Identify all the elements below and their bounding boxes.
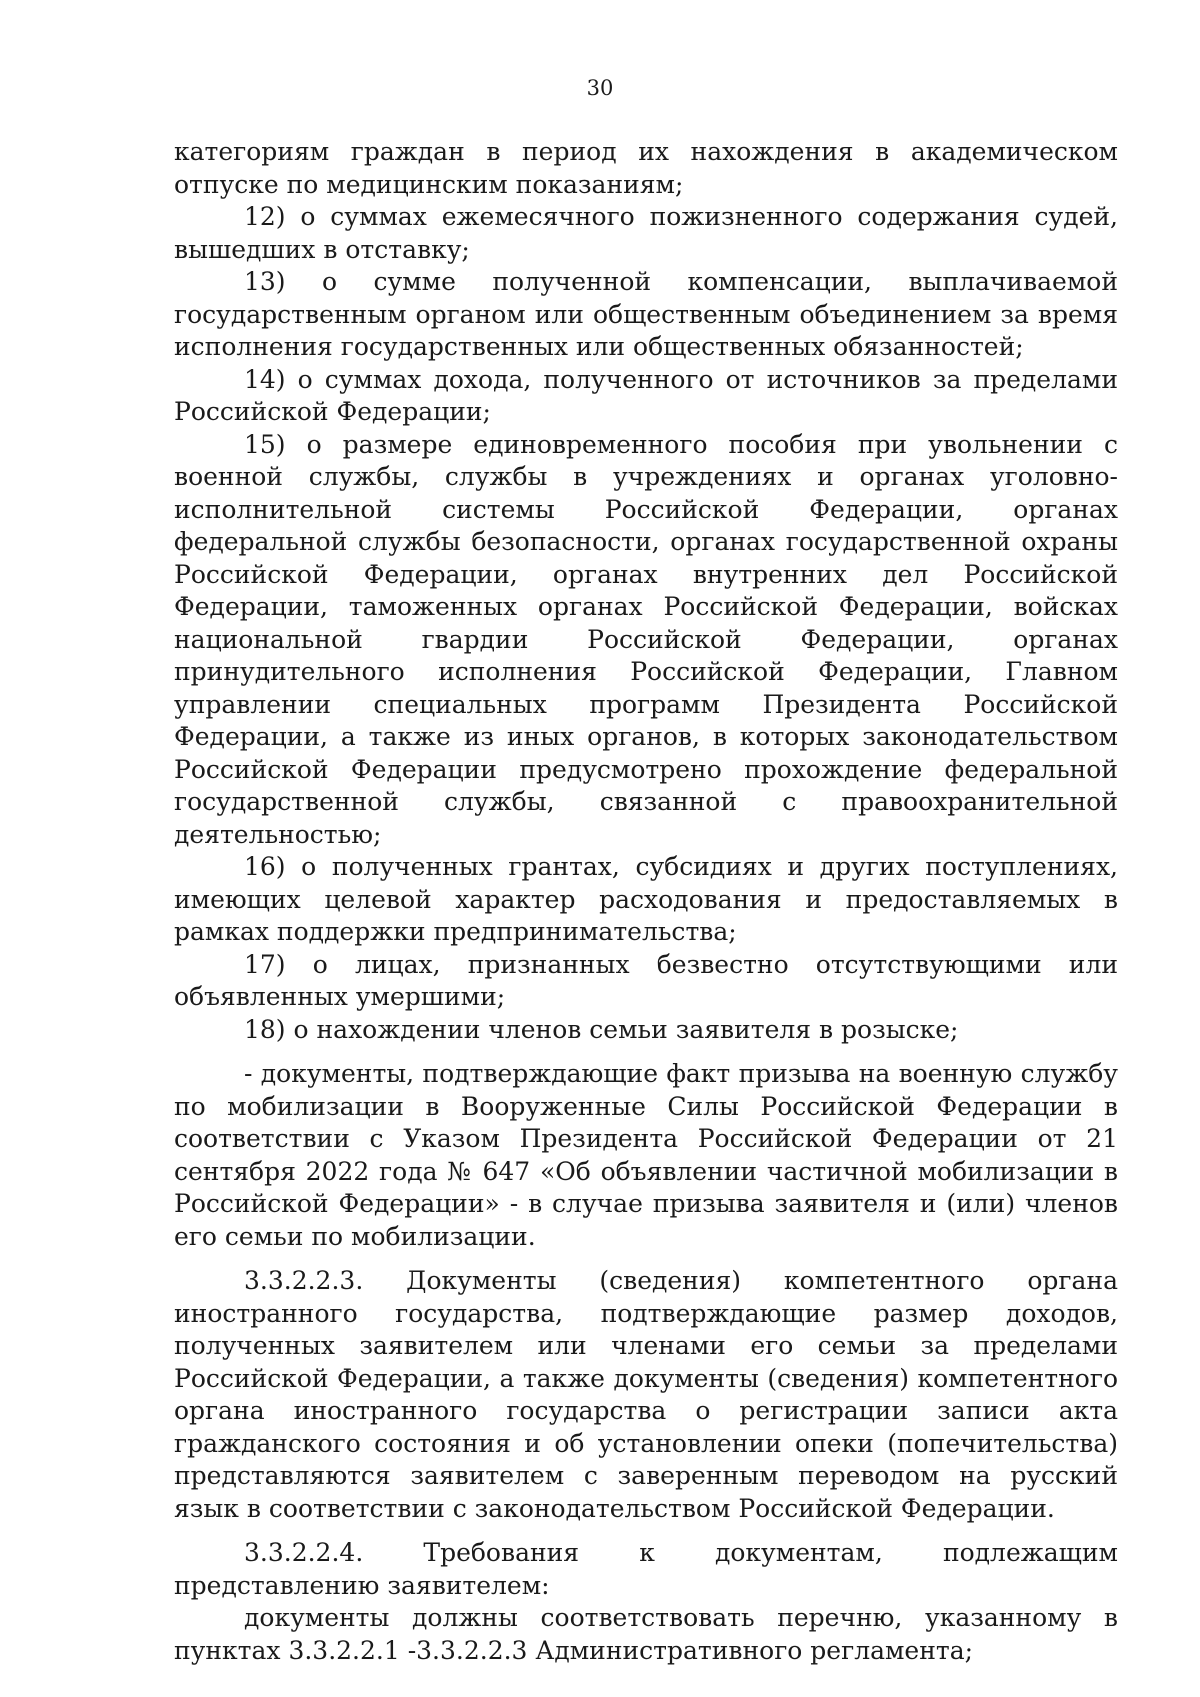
list-item-17: 17) о лицах, признанных безвестно отсутствующими или объявленных умершими; xyxy=(174,949,1118,1011)
paragraph-continuation: категориям граждан в период их нахождения в академическом отпуске по медицинским показаниям; xyxy=(174,137,1118,199)
list-item-15: 15) о размере единовременного пособия при увольнении с военной службы, службы в учреждениях и органах уголовно-исполнительной системы Российской Федерации, органах федеральной службы безопасности, органах государственной охраны Российской Федерации, органах внутренних дел Российской Федерации, таможенных органах Российской Федерации, войсках национальной гвардии Российской Федерации, органах принудительного исполнения Российской Федерации, Главном управлении специальных программ Президента Российской Федерации, а также из иных органов, в которых законодательством Российской Федерации предусмотрено прохождение федеральной государственной службы, связанной с правоохранительной деятельностью; xyxy=(174,429,1118,849)
list-item-16: 16) о полученных грантах, субсидиях и других поступлениях, имеющих целевой характер расходования и предоставляемых в рамках поддержки предпринимательства; xyxy=(174,852,1118,946)
page-number: 30 xyxy=(586,76,614,100)
list-item-14: 14) о суммах дохода, полученного от источников за пределами Российской Федерации; xyxy=(174,364,1118,426)
clause-3-3-2-2-4: 3.3.2.2.4. Требования к документам, подлежащим представлению заявителем: xyxy=(174,1538,1118,1600)
list-item-13: 13) о сумме полученной компенсации, выплачиваемой государственным органом или общественным объединением за время исполнения государственных или общественных обязанностей; xyxy=(174,267,1118,361)
mobilization-documents-paragraph: - документы, подтверждающие факт призыва на военную службу по мобилизации в Вооруженные Силы Российской Федерации в соответствии с Указом Президента Российской Федерации от 21 сентября 2022 года № 647 «Об объявлении частичной мобилизации в Российской Федерации» - в случае призыва заявителя и (или) членов его семьи по мобилизации. xyxy=(174,1059,1118,1251)
list-item-18: 18) о нахождении членов семьи заявителя в розыске; xyxy=(244,1014,959,1044)
clause-3-3-2-2-3: 3.3.2.2.3. Документы (сведения) компетентного органа иностранного государства, подтверждающие размер доходов, полученных заявителем или членами его семьи за пределами Российской Федерации, а также документы (сведения) компетентного органа иностранного государства о регистрации записи акта гражданского состояния и об установлении опеки (попечительства) представляются заявителем с заверенным переводом на русский язык в соответствии с законодательством Российской Федерации. xyxy=(174,1266,1118,1523)
list-item-12: 12) о суммах ежемесячного пожизненного содержания судей, вышедших в отставку; xyxy=(174,202,1118,264)
document-body xyxy=(174,136,1118,1667)
requirements-paragraph: документы должны соответствовать перечню, указанному в пунктах 3.3.2.2.1 -3.3.2.2.3 Административного регламента; xyxy=(174,1603,1118,1665)
